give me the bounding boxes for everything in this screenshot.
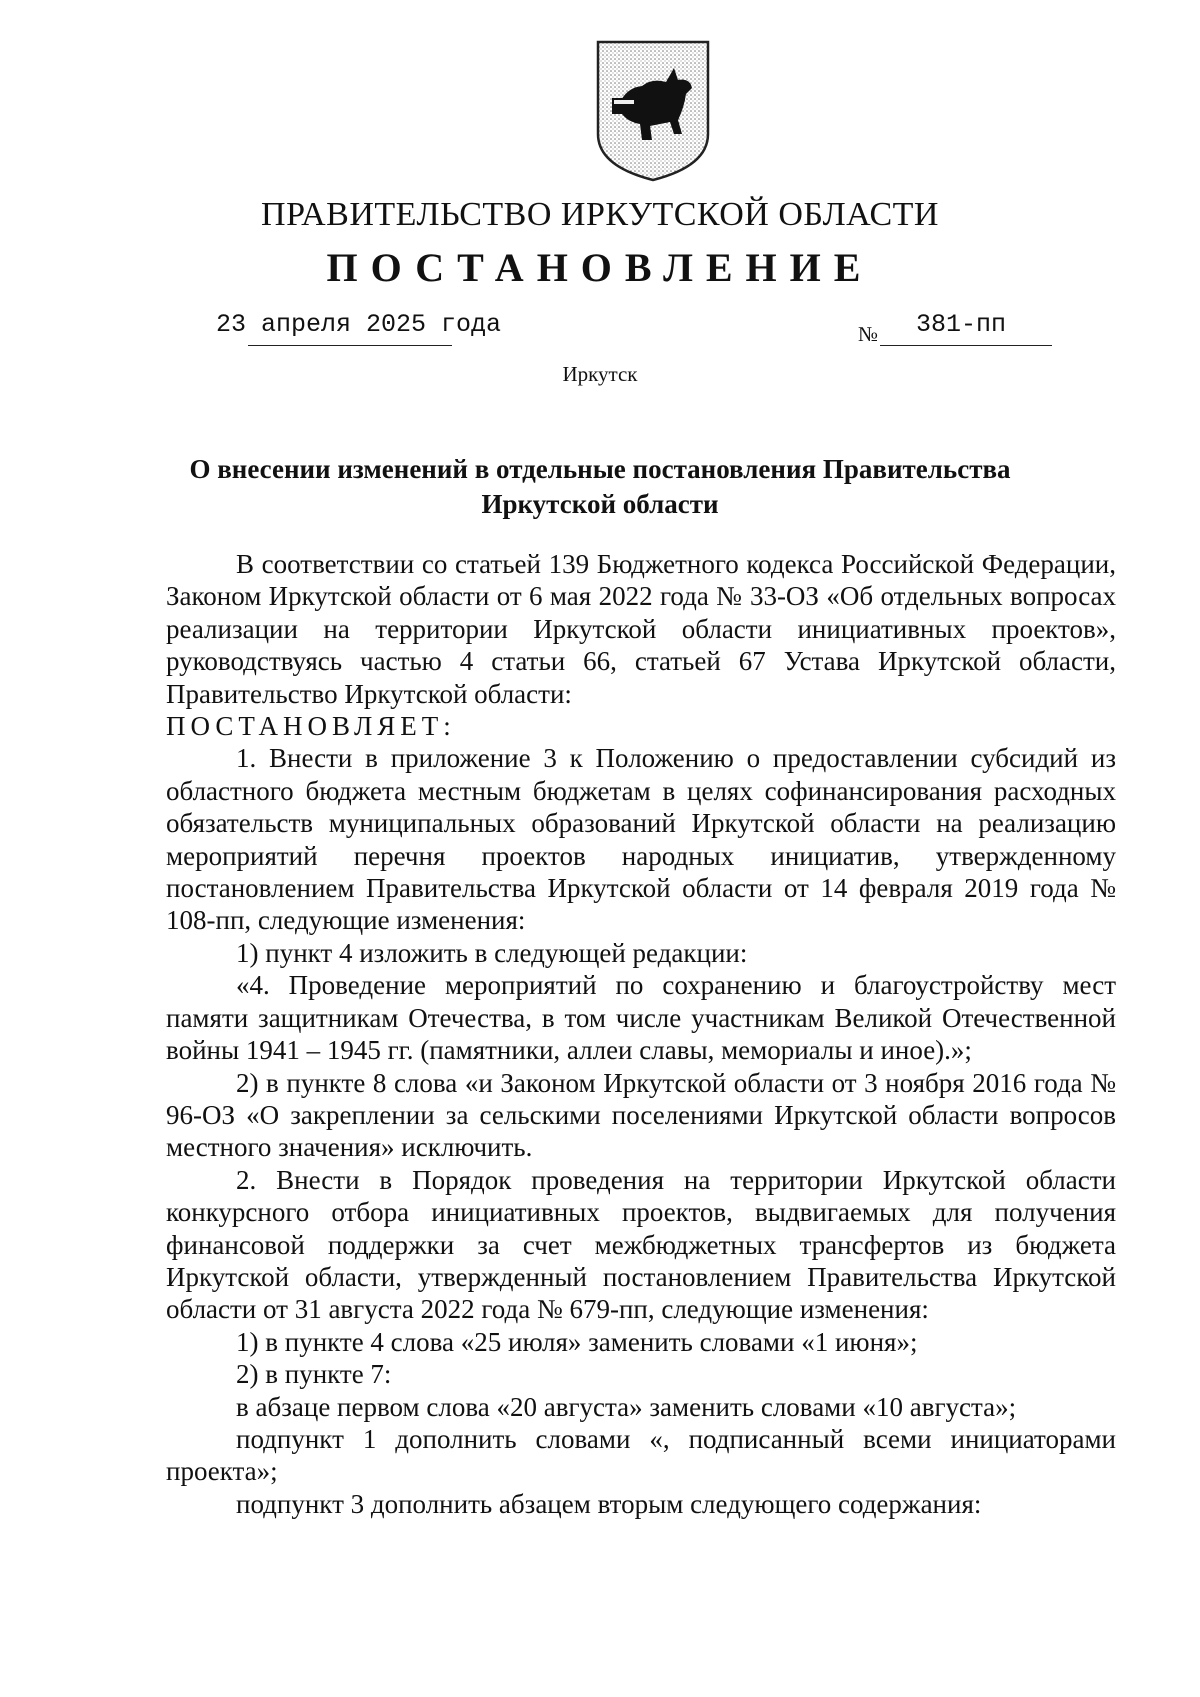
clause-2-item-1: 1) в пункте 4 слова «25 июля» заменить словами «1 июня»; (236, 1326, 918, 1357)
clause-2-item-2-para-3: подпункт 3 дополнить абзацем вторым следующего содержания: (236, 1488, 982, 1519)
organization-name: ПРАВИТЕЛЬСТВО ИРКУТСКОЙ ОБЛАСТИ (261, 196, 939, 233)
number-sign: № (858, 322, 879, 346)
date-underline (248, 345, 452, 346)
document-date: 23 апреля 2025 года (216, 310, 502, 339)
number-underline (880, 345, 1052, 346)
title-line-2: Иркутской области (481, 489, 719, 519)
clause-1: 1. Внести в приложение 3 к Положению о предоставлении субсидий из областного бюджета местным бюджетам в целях софинансирования расходных обязательств муниципальных образований Иркутской области на реализацию мероприятий перечня проектов народных инициатив, утвержденному постановлением Правительства Иркутской области от 14 февраля 2019 года № 108-пп, следующие изменения: (166, 743, 1116, 936)
clause-2-item-2: 2) в пункте 7: (236, 1359, 392, 1390)
clause-2: 2. Внести в Порядок проведения на территории Иркутской области конкурсного отбора инициативных проектов, выдвигаемых для получения финансовой поддержки за счет межбюджетных трансфертов из бюджета Иркутской области, утвержденный постановлением Правительства Иркутской области от 31 августа 2022 года № 679-пп, следующие изменения: (166, 1164, 1116, 1325)
document-number: 381-пп (916, 310, 1007, 339)
clause-1-item-1-text: «4. Проведение мероприятий по сохранению и благоустройству мест памяти защитникам Отечества, в том числе участникам Великой Отечественной войны 1941 – 1945 гг. (памятники, аллеи славы, мемориалы и иное).»; (166, 970, 1116, 1066)
city-name: Иркутск (562, 362, 638, 386)
document-title (160, 452, 1040, 522)
document-type-heading: ПОСТАНОВЛЕНИЕ (326, 245, 874, 290)
clause-1-item-1: 1) пункт 4 изложить в следующей редакции: (236, 937, 748, 968)
document-body (166, 548, 1116, 1520)
preamble-paragraph: В соответствии со статьей 139 Бюджетного кодекса Российской Федерации, Законом Иркутской области от 6 мая 2022 года № 33-ОЗ «Об отдельных вопросах реализации на территории Иркутской области инициативных проектов», руководствуясь частью 4 статьи 66, статьей 67 Устава Иркутской области, Правительство Иркутской области: (166, 549, 1116, 709)
title-line-1: О внесении изменений в отдельные постановления Правительства (189, 454, 1011, 484)
clause-2-item-2-para-1: в абзаце первом слова «20 августа» заменить словами «10 августа»; (236, 1391, 1017, 1422)
clause-1-item-2: 2) в пункте 8 слова «и Законом Иркутской области от 3 ноября 2016 года № 96-ОЗ «О закреплении за сельскими поселениями Иркутской области вопросов местного значения» исключить. (166, 1067, 1116, 1163)
clause-2-item-2-para-2: подпункт 1 дополнить словами «, подписанный всеми инициаторами проекта»; (166, 1423, 1116, 1487)
resolves-word: ПОСТАНОВЛЯЕТ: (166, 711, 456, 742)
coat-of-arms-emblem (594, 38, 712, 184)
